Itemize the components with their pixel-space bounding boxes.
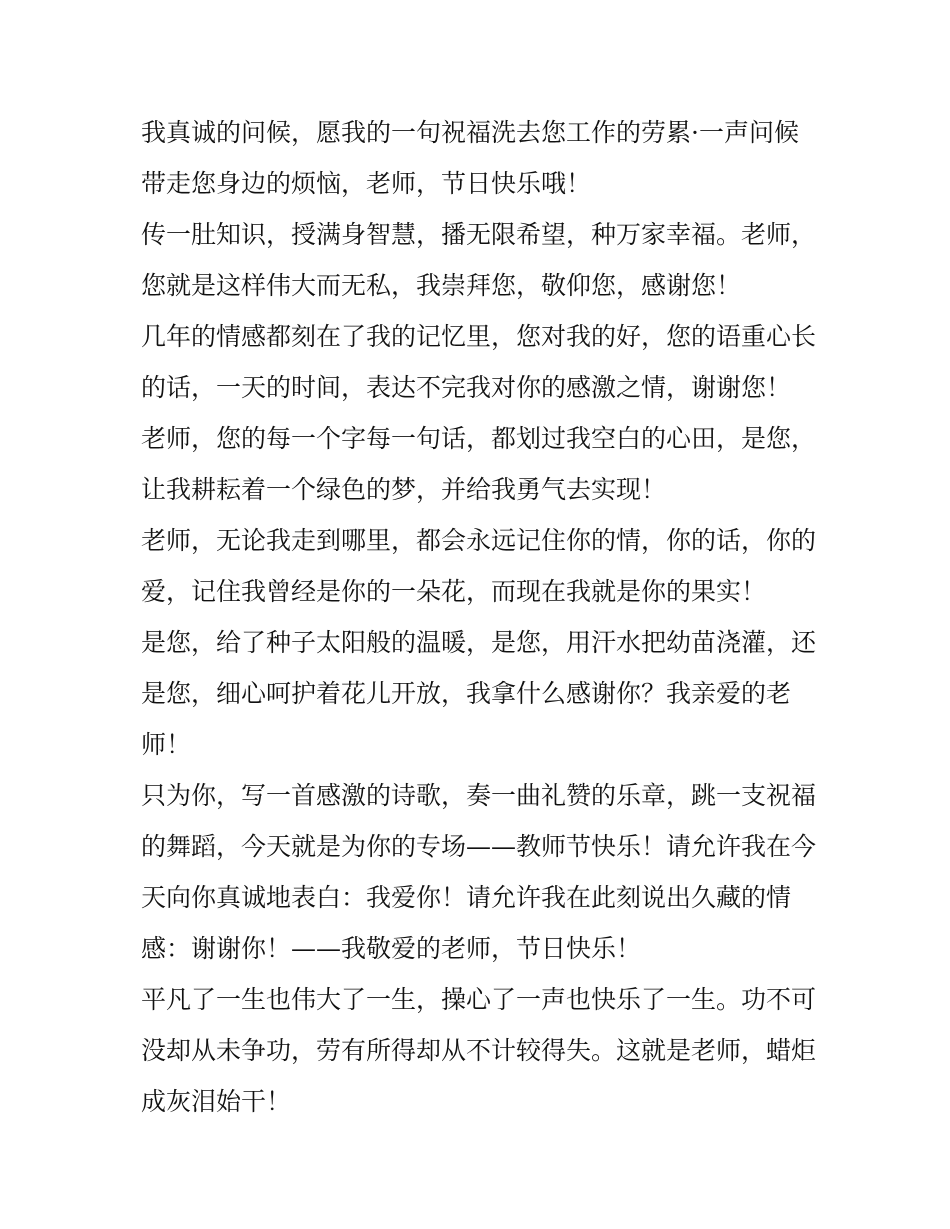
text-line: 是您，细心呵护着花儿开放，我拿什么感谢你？我亲爱的老	[141, 679, 792, 708]
text-line: 平凡了一生也伟大了一生，操心了一声也快乐了一生。功不可	[141, 985, 817, 1014]
text-line: 老师，您的每一个字每一句话，都划过我空白的心田，是您，	[141, 424, 817, 453]
text-line: 爱，记住我曾经是你的一朵花，而现在我就是你的果实！	[141, 577, 767, 606]
text-line: 师！	[141, 730, 192, 759]
text-line: 感：谢谢你！——我敬爱的老师，节日快乐！	[141, 934, 642, 963]
text-line: 是您，给了种子太阳般的温暖，是您，用汗水把幼苗浇灌，还	[141, 628, 817, 657]
text-line: 只为你，写一首感激的诗歌，奏一曲礼赞的乐章，跳一支祝福	[141, 781, 817, 810]
text-line: 的话，一天的时间，表达不完我对你的感激之情，谢谢您！	[141, 373, 792, 402]
text-line: 几年的情感都刻在了我的记忆里，您对我的好，您的语重心长	[141, 322, 817, 351]
text-line: 老师，无论我走到哪里，都会永远记住你的情，你的话，你的	[141, 526, 817, 555]
text-line: 带走您身边的烦恼，老师，节日快乐哦！	[141, 169, 592, 198]
text-line: 成灰泪始干！	[141, 1087, 292, 1116]
document-body	[141, 107, 821, 1127]
text-line: 天向你真诚地表白：我爱你！请允许我在此刻说出久藏的情	[141, 883, 792, 912]
text-line: 让我耕耘着一个绿色的梦，并给我勇气去实现！	[141, 475, 667, 504]
text-line: 的舞蹈，今天就是为你的专场——教师节快乐！请允许我在今	[141, 832, 817, 861]
text-line: 传一肚知识，授满身智慧，播无限希望，种万家幸福。老师，	[141, 220, 817, 249]
text-line: 我真诚的问候，愿我的一句祝福洗去您工作的劳累·一声问候	[141, 118, 799, 147]
text-line: 您就是这样伟大而无私，我崇拜您，敬仰您，感谢您！	[141, 271, 742, 300]
text-line: 没却从未争功，劳有所得却从不计较得失。这就是老师，蜡炬	[141, 1036, 817, 1065]
